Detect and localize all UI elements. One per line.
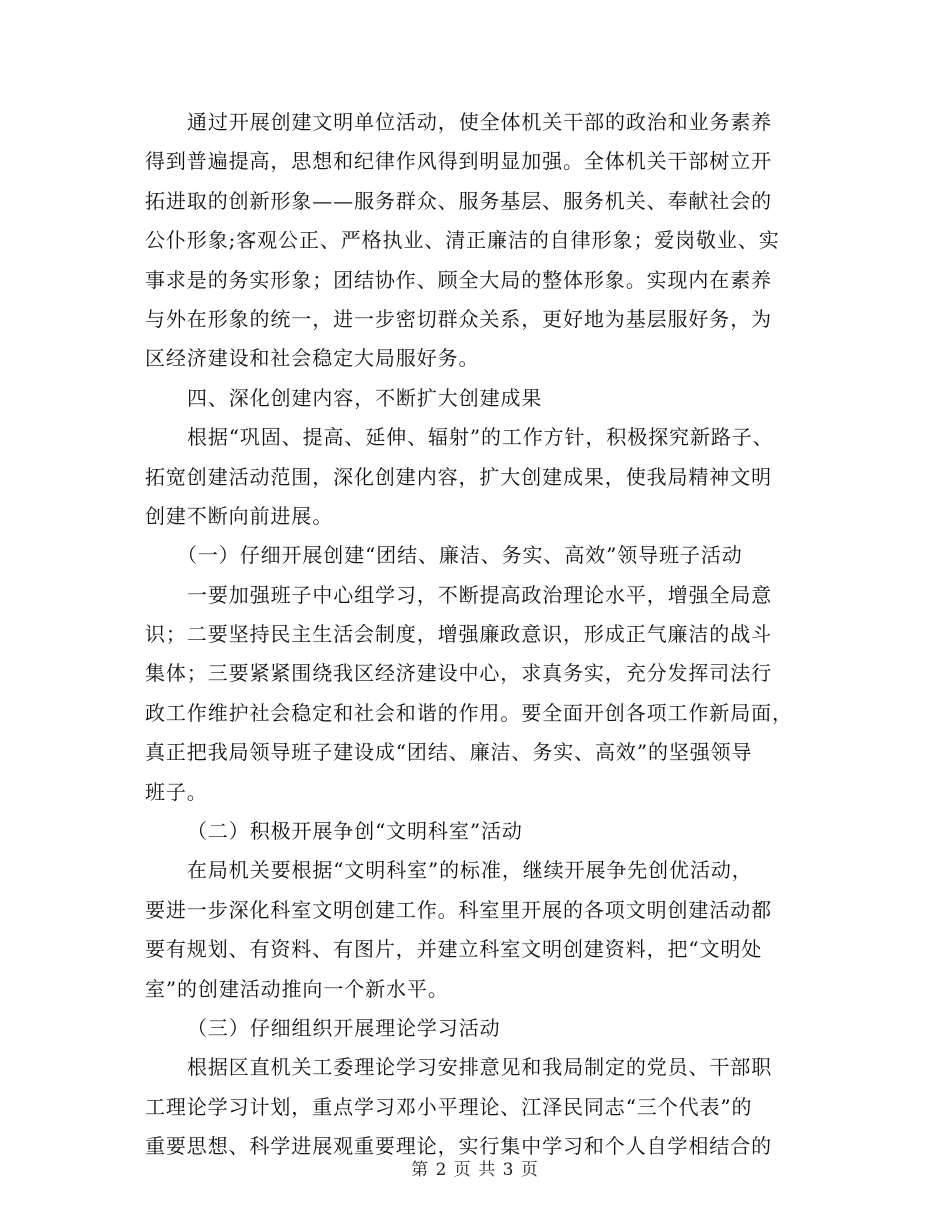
paragraph-line: 在局机关要根据“文明科室”的标准，继续开展争先创优活动， bbox=[187, 858, 753, 883]
paragraph-line: 工理论学习计划，重点学习邓小平理论、江泽民同志“三个代表”的 bbox=[145, 1094, 753, 1119]
document-body bbox=[145, 103, 825, 1167]
paragraph-line: 得到普遍提高，思想和纪律作风得到明显加强。全体机关干部树立开 bbox=[145, 149, 772, 174]
paragraph-line: 真正把我局领导班子建设成“团结、廉洁、务实、高效”的坚强领导 bbox=[145, 740, 753, 765]
paragraph-line: 拓进取的创新形象——服务群众、服务基层、服务机关、奉献社会的 bbox=[145, 188, 772, 213]
paragraph-line: 区经济建设和社会稳定大局服好务。 bbox=[145, 346, 480, 371]
paragraph-line: 要有规划、有资料、有图片，并建立科室文明创建资料，把“文明处 bbox=[145, 937, 763, 962]
paragraph-line: 通过开展创建文明单位活动，使全体机关干部的政治和业务素养 bbox=[187, 110, 773, 134]
paragraph-line: 识；二要坚持民主生活会制度，增强廉政意识，形成正气廉洁的战斗 bbox=[145, 622, 772, 647]
paragraph-line: 根据“巩固、提高、延伸、辐射”的工作方针，积极探究新路子、 bbox=[187, 425, 774, 450]
paragraph-line: 重要思想、科学进展观重要理论，实行集中学习和个人自学相结合的 bbox=[145, 1134, 772, 1159]
paragraph-line: 一要加强班子中心组学习，不断提高政治理论水平，增强全局意 bbox=[187, 582, 773, 607]
paragraph-line: 与外在形象的统一，进一步密切群众关系，更好地为基层服好务，为 bbox=[145, 306, 772, 331]
page-number-footer: 第 2 页 共 3 页 bbox=[411, 1160, 539, 1180]
paragraph-line: 根据区直机关工委理论学习安排意见和我局制定的党员、干部职 bbox=[187, 1055, 773, 1080]
subsection-heading: （二）积极开展争创“文明科室”活动 bbox=[187, 819, 523, 844]
paragraph-line: 集体；三要紧紧围绕我区经济建设中心，求真务实，充分发挥司法行 bbox=[145, 661, 772, 686]
paragraph-line: 政工作维护社会稳定和社会和谐的作用。要全面开创各项工作新局面， bbox=[145, 700, 793, 725]
paragraph-line: 室”的创建活动推向一个新水平。 bbox=[145, 976, 449, 1001]
subsection-heading: （三）仔细组织开展理论学习活动 bbox=[187, 1015, 501, 1040]
paragraph-line: 创建不断向前进展。 bbox=[145, 503, 334, 528]
paragraph-line: 拓宽创建活动范围，深化创建内容，扩大创建成果，使我局精神文明 bbox=[145, 464, 772, 489]
subsection-heading: （一）仔细开展创建“团结、廉洁、务实、高效”领导班子活动 bbox=[177, 543, 743, 568]
paragraph-line: 班子。 bbox=[145, 779, 208, 804]
paragraph-line: 要进一步深化科室文明创建工作。科室里开展的各项文明创建活动都 bbox=[145, 897, 772, 922]
section-heading: 四、深化创建内容，不断扩大创建成果 bbox=[187, 385, 543, 410]
paragraph-line: 事求是的务实形象；团结协作、顾全大局的整体形象。实现内在素养 bbox=[145, 267, 772, 292]
paragraph-line: 公仆形象;客观公正、严格执业、清正廉洁的自律形象；爱岗敬业、实 bbox=[145, 228, 780, 253]
